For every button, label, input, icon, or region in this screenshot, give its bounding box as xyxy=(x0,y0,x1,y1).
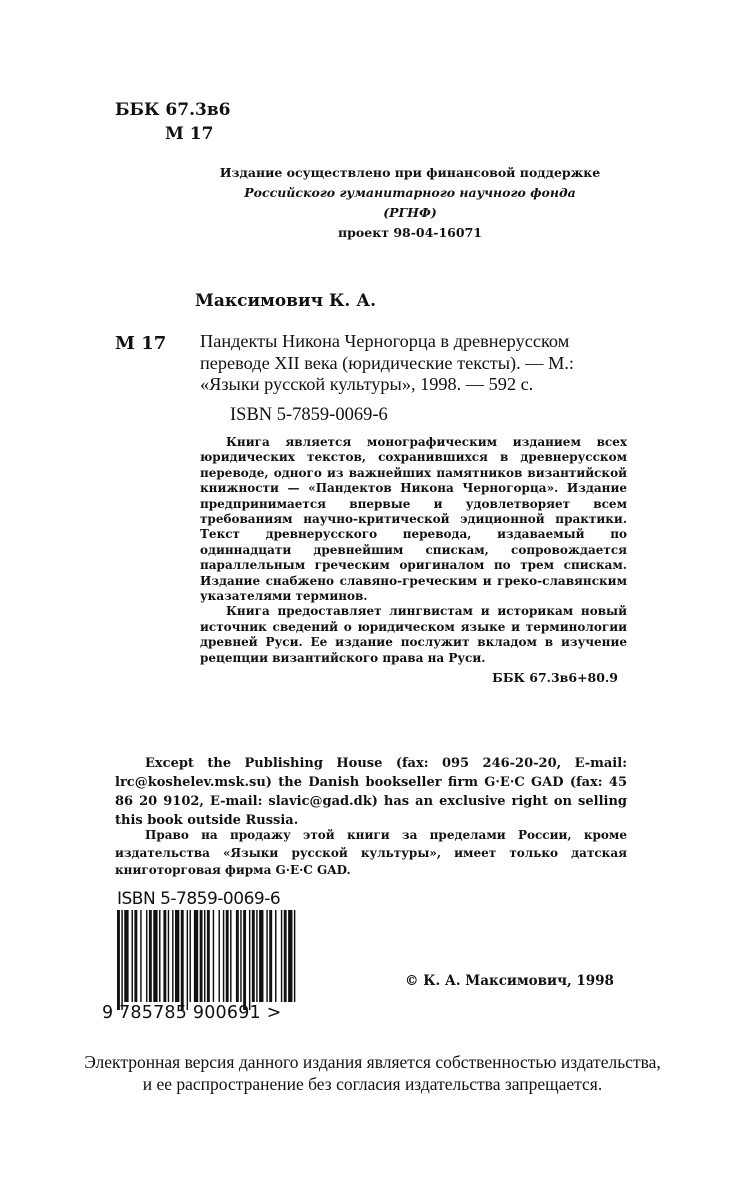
biblio-line: «Языки русской культуры», 1998. — 592 с. xyxy=(200,374,534,394)
isbn: ISBN 5-7859-0069-6 xyxy=(230,405,388,425)
footer-line: Электронная версия данного издания является собственностью издательства, xyxy=(84,1052,661,1072)
biblio-line: Пандекты Никона Черногорца в древнерусском xyxy=(200,331,570,351)
barcode-bar xyxy=(159,910,160,1002)
barcode-bar xyxy=(187,910,188,1010)
funding-line: Издание осуществлено при финансовой поддержке xyxy=(219,165,601,180)
barcode-bar xyxy=(259,910,263,1002)
barcode-bar xyxy=(230,910,231,1002)
bbk-full-code: ББК 67.3в6+80.9 xyxy=(492,670,618,685)
biblio-line: переводе XII века (юридические тексты). — М.: xyxy=(200,352,575,373)
barcode-bar xyxy=(132,910,133,1002)
barcode-bar xyxy=(256,910,257,1002)
barcode-bar xyxy=(146,910,147,1002)
catalog-mark: М 17 xyxy=(115,333,167,354)
funding-fund-abbr: (РГНФ) xyxy=(383,205,437,220)
barcode-bar xyxy=(236,910,239,1002)
author-heading: Максимович К. А. xyxy=(195,291,377,311)
funding-note xyxy=(180,163,640,243)
barcode-isbn-label: ISBN 5-7859-0069-6 xyxy=(117,889,281,909)
barcode-bar xyxy=(284,910,287,1002)
annotation-paragraph: Книга предоставляет лингвистам и историкам новый источник сведений о юридическом языке и терминологии древней Руси. Ее издание послужит вкладом в изучение рецепции византийского права на Руси. xyxy=(200,604,627,665)
barcode-bar xyxy=(240,910,241,1002)
barcode-bar xyxy=(172,910,173,1002)
barcode-bar xyxy=(204,910,205,1002)
barcode-bar xyxy=(134,910,137,1002)
rights-notice-russian: Право на продажу этой книги за пределами России, кроме издательства «Языки русской культуры», имеет только датская книготорговая фирма G·E·C GAD. xyxy=(115,828,627,877)
barcode-bar xyxy=(294,910,295,1002)
barcode-bar xyxy=(200,910,203,1002)
barcode-bar xyxy=(223,910,224,1002)
rights-notice-english: Except the Publishing House (fax: 095 246-20-20, E-mail: lrc@koshelev.msk.su) the Danish bookseller firm G·E·C GAD (fax: 45 86 20 9102, E-mail: slavic@gad.dk) has an exclusive right on selling this book outside Russia. xyxy=(115,756,627,828)
barcode-bar xyxy=(117,910,120,1010)
barcode-bar xyxy=(121,910,122,1010)
barcode-bar xyxy=(288,910,292,1002)
barcode-bar xyxy=(226,910,229,1002)
bbk-classification xyxy=(115,98,230,146)
barcode-bar xyxy=(252,910,255,1002)
barcode-bar xyxy=(207,910,210,1002)
barcode-bar xyxy=(269,910,272,1002)
funding-fund-name: Российского гуманитарного научного фонда xyxy=(244,185,576,200)
barcode-digits: 9 785785 900691 > xyxy=(102,1003,282,1023)
barcode-bar xyxy=(249,910,250,1010)
barcode-bar xyxy=(181,910,184,1010)
barcode-bar xyxy=(194,910,198,1002)
electronic-version-notice xyxy=(0,1051,745,1095)
barcode-bar xyxy=(163,910,166,1002)
footer-line: и ее распространение без согласия издательства запрещается. xyxy=(142,1074,603,1094)
barcode-bar xyxy=(140,910,141,1002)
barcode-bar xyxy=(190,910,191,1002)
barcode-bar xyxy=(266,910,267,1002)
barcode-bar xyxy=(168,910,169,1002)
barcode-bar xyxy=(175,910,179,1002)
barcode-bar xyxy=(124,910,128,1002)
annotation-paragraph: Книга является монографическим изданием всех юридических текстов, сохранившихся в древнерусском переводе, одного из важнейших памятников византийской книжности — «Пандектов Никона Черногорца». Издание предпринимается впервые и удовлетворяет всем требованиям научно-критической эдиционной практики. Текст древнерусского перевода, издаваемый по одиннадцати древнейшим спискам, сопровождается параллельным греческим оригиналом по трем спискам. Издание снабжено славяно-греческим и греко-славянским указателями терминов. xyxy=(200,435,627,604)
bbk-code: ББК 67.3в6 xyxy=(115,100,231,120)
author-mark: М 17 xyxy=(165,124,214,144)
barcode-bar xyxy=(243,910,246,1010)
barcode-bar xyxy=(213,910,214,1002)
annotation xyxy=(200,435,627,666)
barcode-bar xyxy=(281,910,282,1002)
barcode xyxy=(116,910,300,1012)
funding-project: проект 98-04-16071 xyxy=(338,225,482,240)
barcode-bar xyxy=(153,910,157,1002)
bibliographic-entry xyxy=(200,331,625,396)
barcode-bar xyxy=(149,910,152,1002)
copyright: © К. А. Максимович, 1998 xyxy=(405,973,614,989)
barcode-bar xyxy=(275,910,276,1002)
barcode-bar xyxy=(219,910,220,1002)
